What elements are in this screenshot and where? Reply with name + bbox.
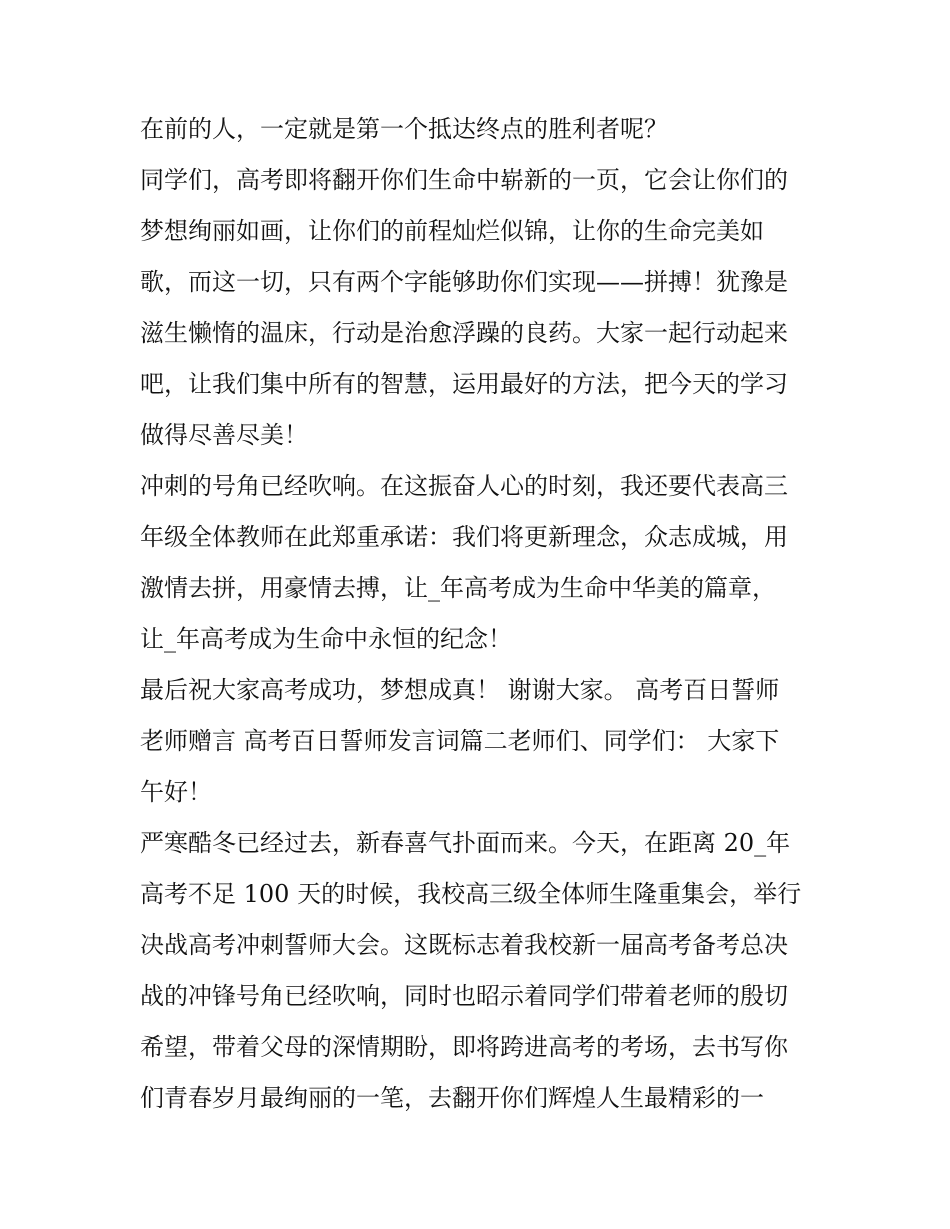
text-line-1: 在前的人，一定就是第一个抵达终点的胜利者呢？: [140, 115, 668, 143]
text-line-10: 激情去拼，用豪情去搏，让_年高考成为生命中华美的篇章，: [140, 574, 776, 602]
text-line-8: 冲刺的号角已经吹响。在这振奋人心的时刻，我还要代表高三: [140, 472, 788, 500]
text-line-12: 最后祝大家高考成功，梦想成真！ 谢谢大家。 高考百日誓师: [140, 676, 780, 704]
text-line-2: 同学们，高考即将翻开你们生命中崭新的一页，它会让你们的: [140, 166, 788, 194]
text-line-14: 午好！: [140, 778, 212, 806]
text-line-15: 严寒酷冬已经过去，新春喜气扑面而来。今天，在距离 20_年: [140, 829, 791, 857]
document-body: [140, 104, 820, 1124]
text-line-4: 歌，而这一切，只有两个字能够助你们实现——拼搏！犹豫是: [140, 268, 788, 296]
text-line-5: 滋生懒惰的温床，行动是治愈浮躁的良药。大家一起行动起来: [140, 319, 788, 347]
text-line-3: 梦想绚丽如画，让你们的前程灿烂似锦，让你的生命完美如: [140, 217, 764, 245]
text-line-13: 老师赠言 高考百日誓师发言词篇二老师们、同学们： 大家下: [140, 727, 780, 755]
text-line-11: 让_年高考成为生命中永恒的纪念！: [140, 625, 512, 653]
text-line-20: 们青春岁月最绚丽的一笔，去翻开你们辉煌人生最精彩的一: [140, 1084, 764, 1112]
text-line-16: 高考不足 100 天的时候，我校高三级全体师生隆重集会，举行: [140, 880, 802, 908]
text-line-17: 决战高考冲刺誓师大会。这既标志着我校新一届高考备考总决: [140, 931, 788, 959]
text-line-6: 吧，让我们集中所有的智慧，运用最好的方法，把今天的学习: [140, 370, 788, 398]
text-line-19: 希望，带着父母的深情期盼，即将跨进高考的考场，去书写你: [140, 1033, 788, 1061]
text-line-7: 做得尽善尽美！: [140, 421, 308, 449]
text-line-9: 年级全体教师在此郑重承诺：我们将更新理念，众志成城，用: [140, 523, 788, 551]
text-line-18: 战的冲锋号角已经吹响，同时也昭示着同学们带着老师的殷切: [140, 982, 788, 1010]
